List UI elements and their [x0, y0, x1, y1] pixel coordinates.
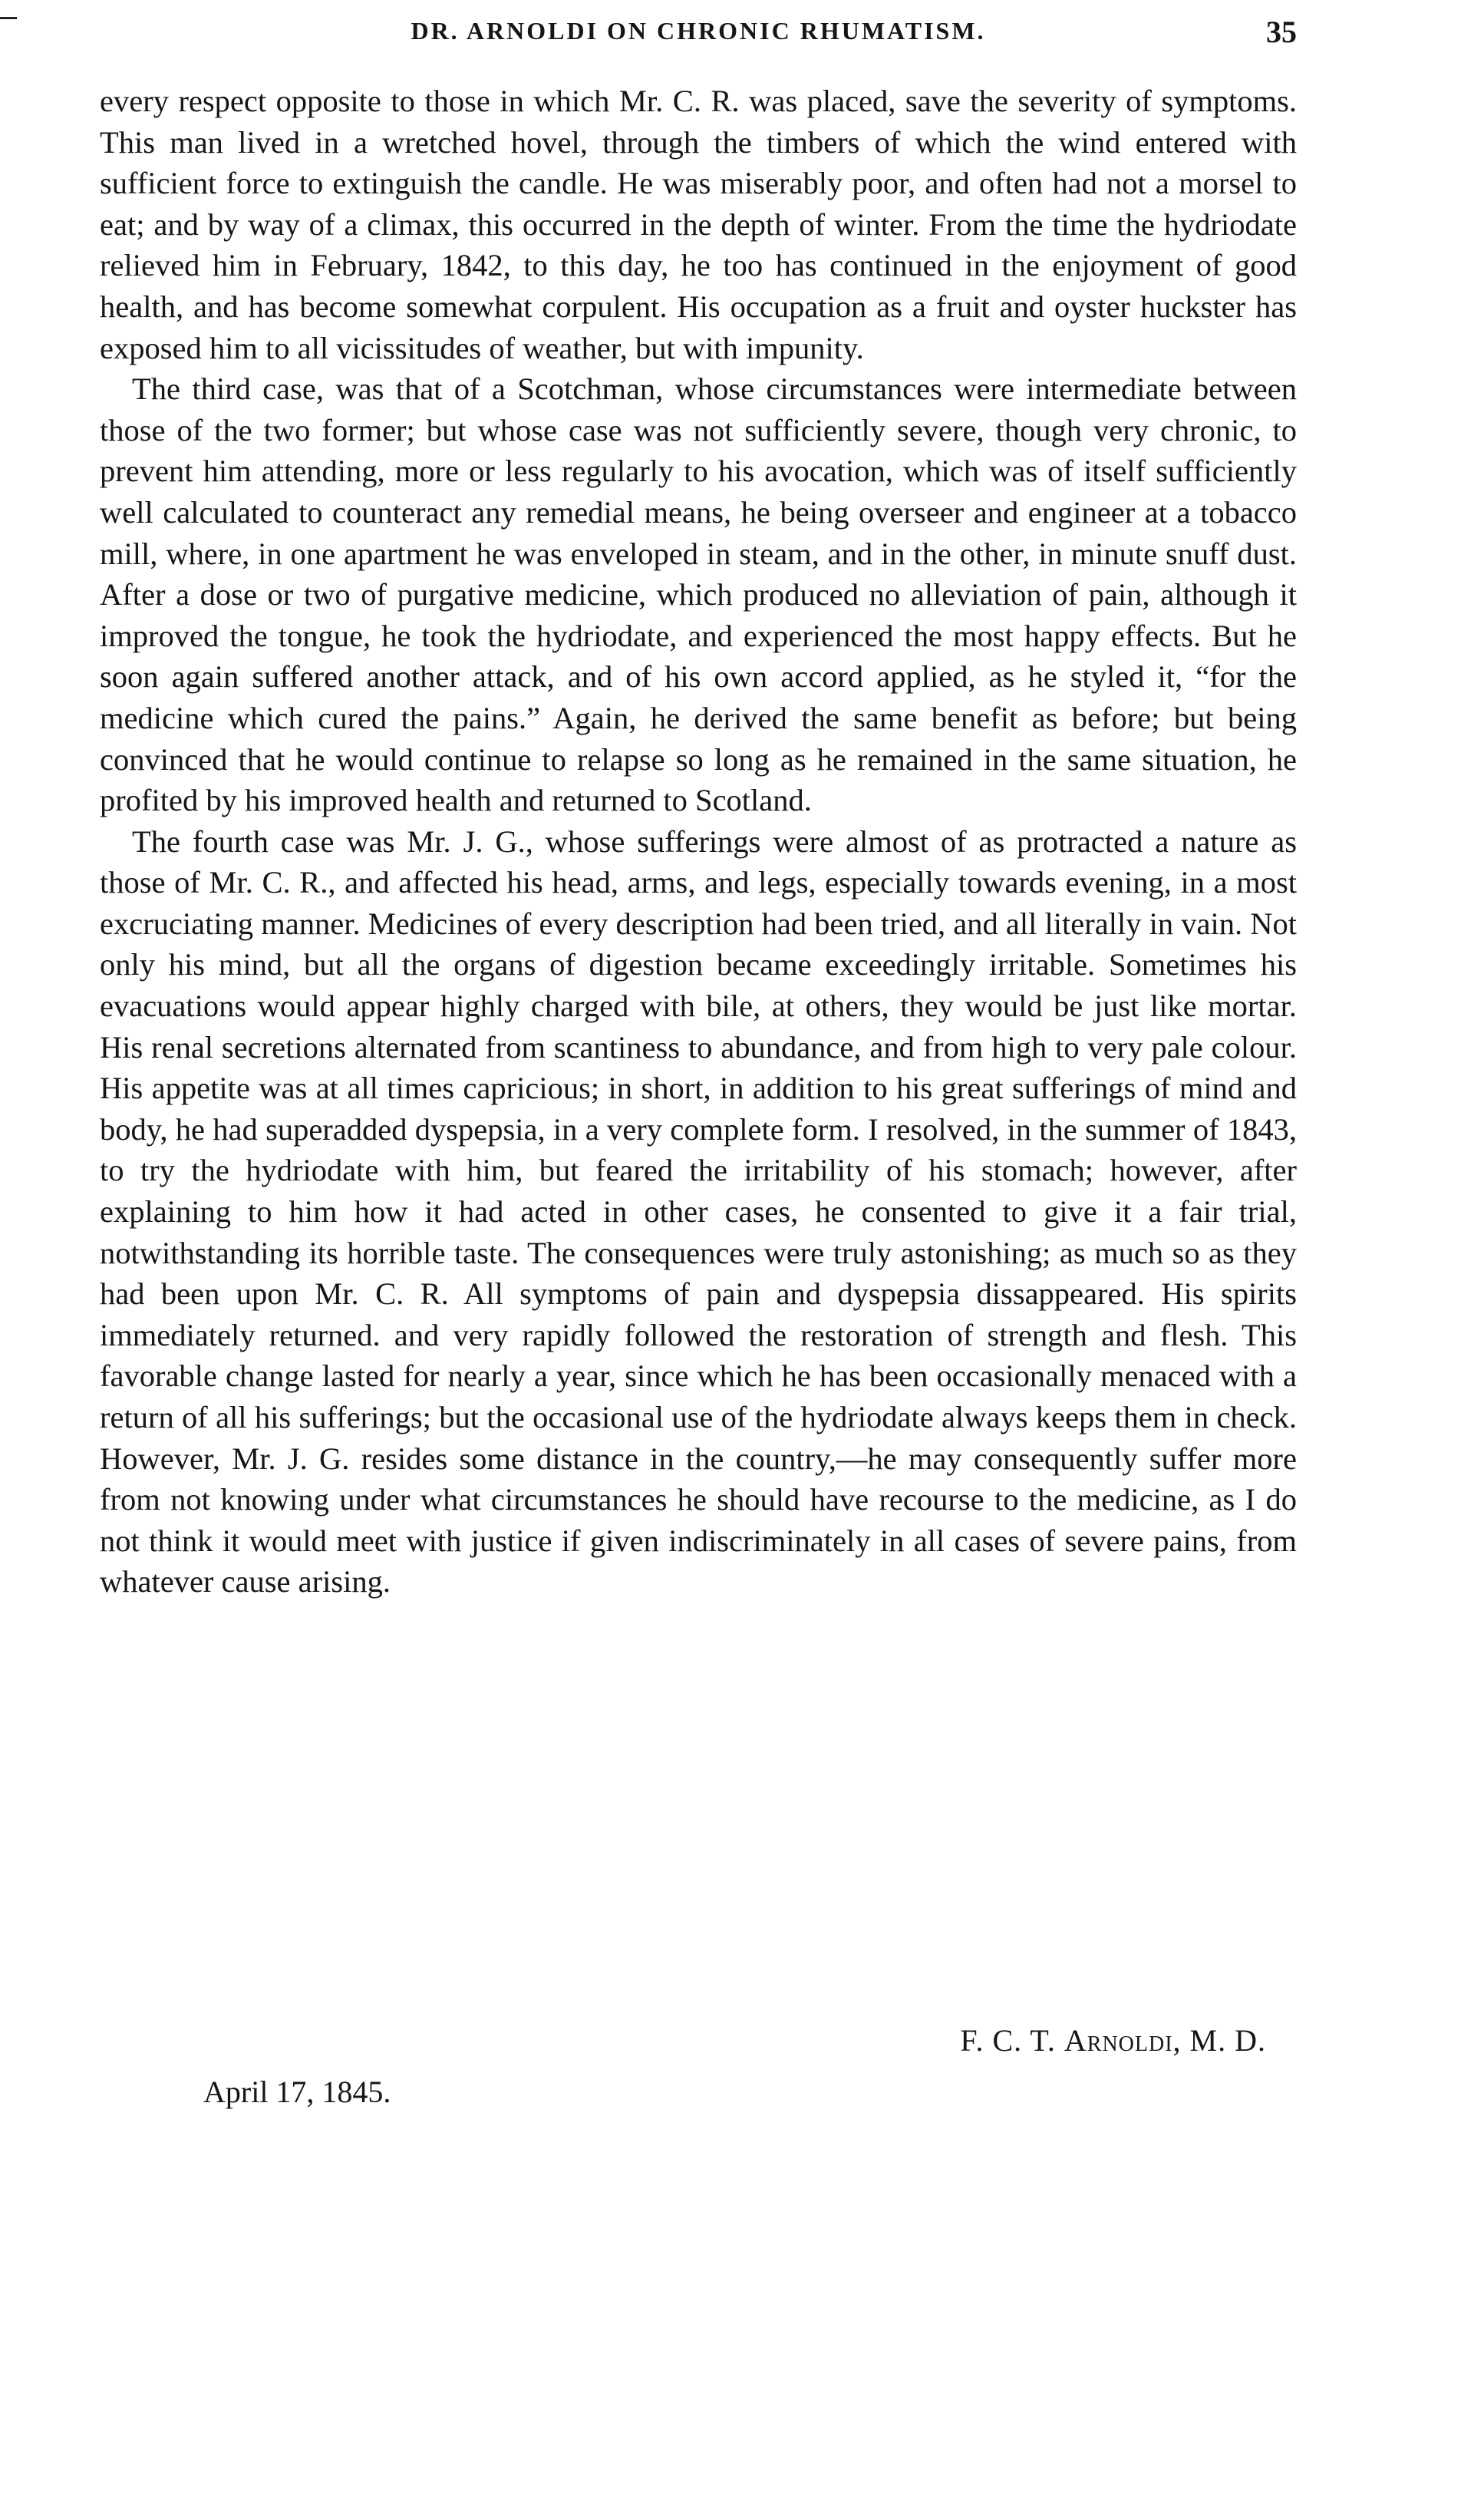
body-text — [100, 81, 1297, 1603]
signature-surname: Arnoldi, — [1064, 2023, 1182, 2058]
running-head — [100, 17, 1297, 63]
running-title: DR. ARNOLDI ON CHRONIC RHUMATISM. — [411, 17, 986, 45]
signature-initials: F. C. T. — [960, 2023, 1056, 2058]
paragraph-third-case: The third case, was that of a Scotchman, whose circumstances were intermediate between those of the two former; but whose case was not sufficiently severe, though very chronic, to prevent him attending, more or less regularly to his avocation, which was of itself sufficiently well calculated to counteract any remedial means, he being overseer and engineer at a tobacco mill, where, in one apartment he was enveloped in steam, and in the other, in minute snuff dust. After a dose or two of purgative medicine, which produced no alleviation of pain, although it improved the tongue, he took the hydriodate, and experienced the most happy effects. But he soon again suffered another attack, and of his own accord applied, as he styled it, “for the medicine which cured the pains.” Again, he derived the same benefit as before; but being convinced that he would continue to relapse so long as he remained in the same situation, he profited by his improved health and returned to Scotland. — [100, 371, 1297, 818]
page-number: 35 — [1266, 15, 1297, 49]
author-signature — [960, 2022, 1266, 2058]
signature-degree: M. D. — [1189, 2023, 1266, 2058]
margin-mark — [0, 17, 17, 19]
letter-date: April 17, 1845. — [203, 2075, 391, 2109]
paragraph-fourth-case: The fourth case was Mr. J. G., whose sufferings were almost of as protracted a nature as those of Mr. C. R., and affected his head, arms, and legs, especially towards evening, in a most excruciating manner. Medicines of every description had been tried, and all literally in vain. Not only his mind, but all the organs of digestion became exceedingly irritable. Sometimes his evacuations would appear highly charged with bile, at others, they would be just like mortar. His renal secretions alternated from scantiness to abundance, and from high to very pale colour. His appetite was at all times capricious; in short, in addition to his great sufferings of mind and body, he had superadded dyspepsia, in a very complete form. I resolved, in the summer of 1843, to try the hydriodate with him, but feared the irritability of his stomach; however, after explaining to him how it had acted in other cases, he consented to give it a fair trial, notwithstanding its horrible taste. The consequences were truly astonishing; as much so as they had been upon Mr. C. R. All symptoms of pain and dyspepsia dissappeared. His spirits immediately returned. and very rapidly followed the restoration of strength and flesh. This favorable change lasted for nearly a year, since which he has been occasionally menaced with a return of all his sufferings; but the occasional use of the hydriodate always keeps them in check. However, Mr. J. G. resides some distance in the country,—he may consequently suffer more from not knowing under what circumstances he should have recourse to the medicine, as I do not think it would meet with justice if given indiscriminately in all cases of severe pains, from whatever cause arising. — [100, 824, 1297, 1599]
paragraph-continuation: every respect opposite to those in which Mr. C. R. was placed, save the severity of symptoms. This man lived in a wretched hovel, through the timbers of which the wind entered with sufficient force to extinguish the candle. He was miserably poor, and often had not a morsel to eat; and by way of a climax, this occurred in the depth of winter. From the time the hydriodate relieved him in February, 1842, to this day, he too has continued in the enjoyment of good health, and has become somewhat corpulent. His occupation as a fruit and oyster huckster has exposed him to all vicissitudes of weather, but with impunity. — [100, 84, 1297, 365]
